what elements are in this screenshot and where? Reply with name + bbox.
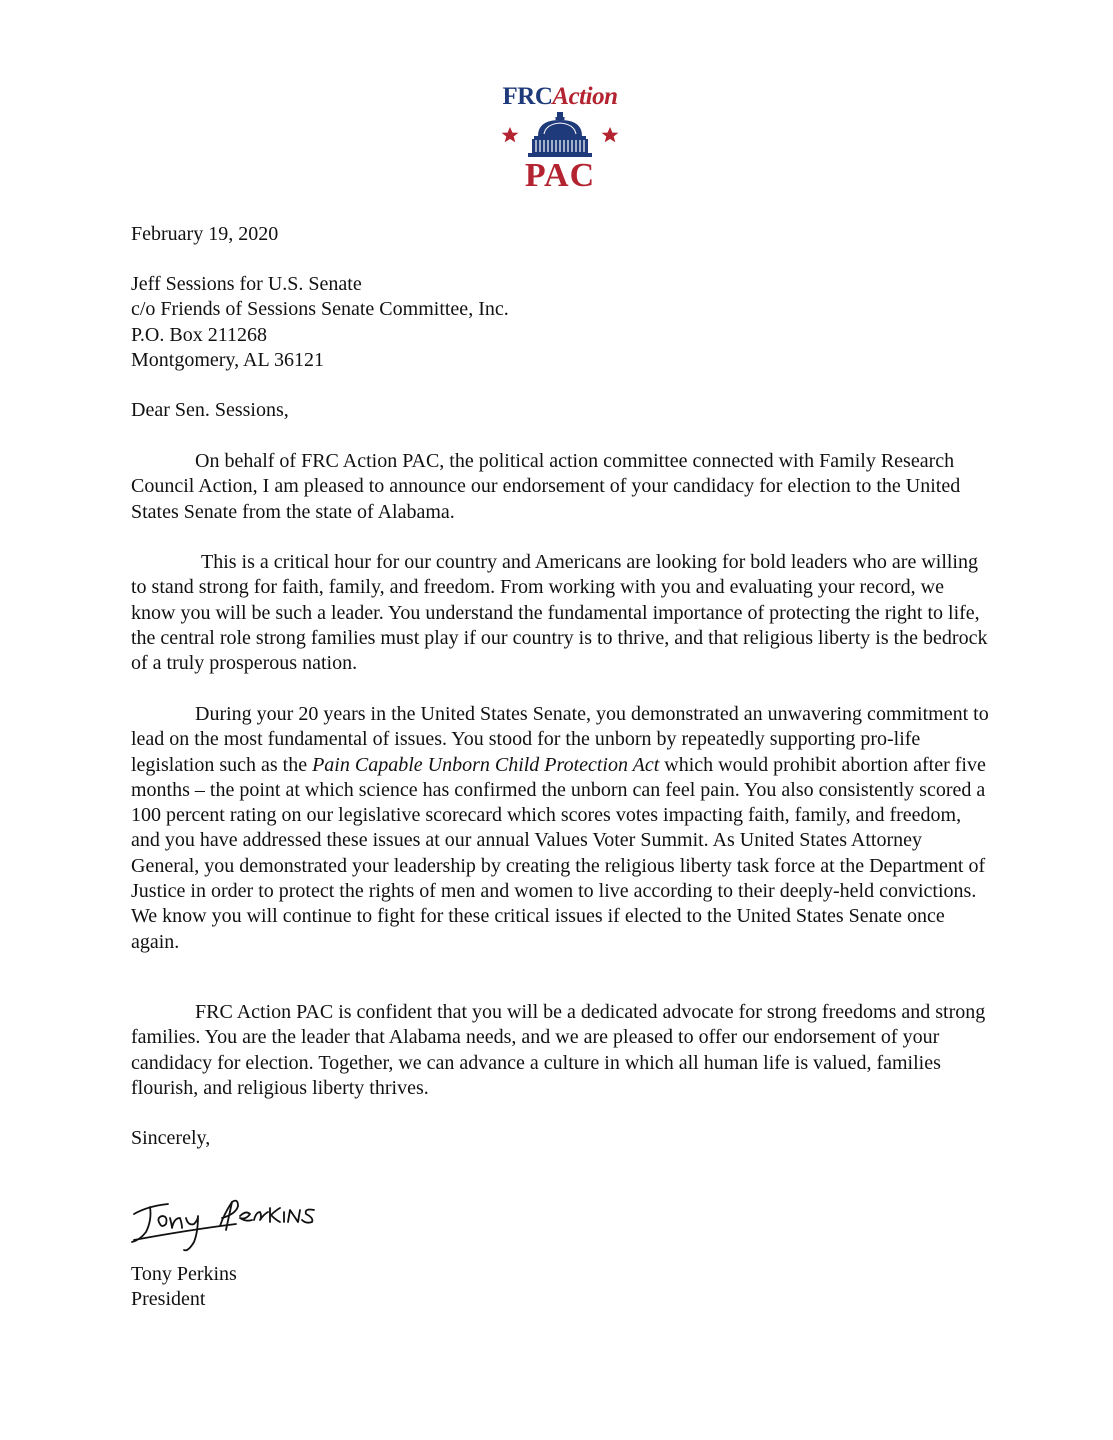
body-paragraph-1: On behalf of FRC Action PAC, the political action committee connected with Family Research Council Action, I am pleased to announce our endorsement of your candidacy for election to the United States Senate from the state of Alabama. <box>131 450 961 523</box>
logo-pac-text: PAC <box>524 157 596 194</box>
closing: Sincerely, <box>131 1127 211 1149</box>
body-paragraph-4: FRC Action PAC is confident that you will be a dedicated advocate for strong freedoms and strong families. You are the leader that Alabama needs, and we are pleased to offer our endorsement of your candidacy for election. Together, we can advance a culture in which all human life is valued, families flourish, and religious liberty thrives. <box>131 1001 986 1099</box>
address-line: P.O. Box 211268 <box>131 323 267 346</box>
legislation-title: Pain Capable Unborn Child Protection Act <box>312 753 660 776</box>
logo-wordmark <box>470 82 650 112</box>
recipient-address <box>131 272 991 373</box>
logo-action-text: Action <box>552 83 618 110</box>
body-paragraph-2: This is a critical hour for our country and Americans are looking for bold leaders who are willing to stand strong for faith, family, and freedom. From working with you and evaluating your record, we know you will be such a leader. You understand the fundamental importance of protecting the right to life, the central role strong families must play if our country is to thrive, and that religious liberty is the bedrock of a truly prosperous nation. <box>131 551 988 675</box>
capitol-dome-icon <box>498 112 622 160</box>
logo-frc-text: FRC <box>502 83 553 110</box>
frc-action-pac-logo <box>470 82 650 192</box>
address-line: Montgomery, AL 36121 <box>131 348 324 371</box>
handwritten-signature <box>128 1180 338 1260</box>
salutation: Dear Sen. Sessions, <box>131 399 289 421</box>
address-line: c/o Friends of Sessions Senate Committee, Inc. <box>131 298 509 321</box>
right-star-icon <box>602 127 619 142</box>
body-paragraph-3: During your 20 years in the United States Senate, you demonstrated an unwavering commitment to lead on the most fundamental of issues. You stood for the unborn by repeatedly supporting pro-life legislation such as the Pain Capable Unborn Child Protection Act which would prohibit abortion after five months – the point at which science has confirmed the unborn can feel pain. You also consistently scored a 100 percent rating on our legislative scorecard which scores votes impacting faith, family, and freedom, and you have addressed these issues at our annual Values Voter Summit. As United States Attorney General, you demonstrated your leadership by creating the religious liberty task force at the Department of Justice in order to protect the rights of men and women to live according to their deeply-held convictions. We know you will continue to fight for these critical issues if elected to the United States Senate once again. <box>131 703 989 953</box>
left-star-icon <box>502 127 519 142</box>
address-line: Jeff Sessions for U.S. Senate <box>131 273 362 295</box>
signer-title: President <box>131 1288 206 1311</box>
letter-date: February 19, 2020 <box>131 223 279 245</box>
signer-name: Tony Perkins <box>131 1263 237 1285</box>
signer-block <box>131 1262 991 1313</box>
